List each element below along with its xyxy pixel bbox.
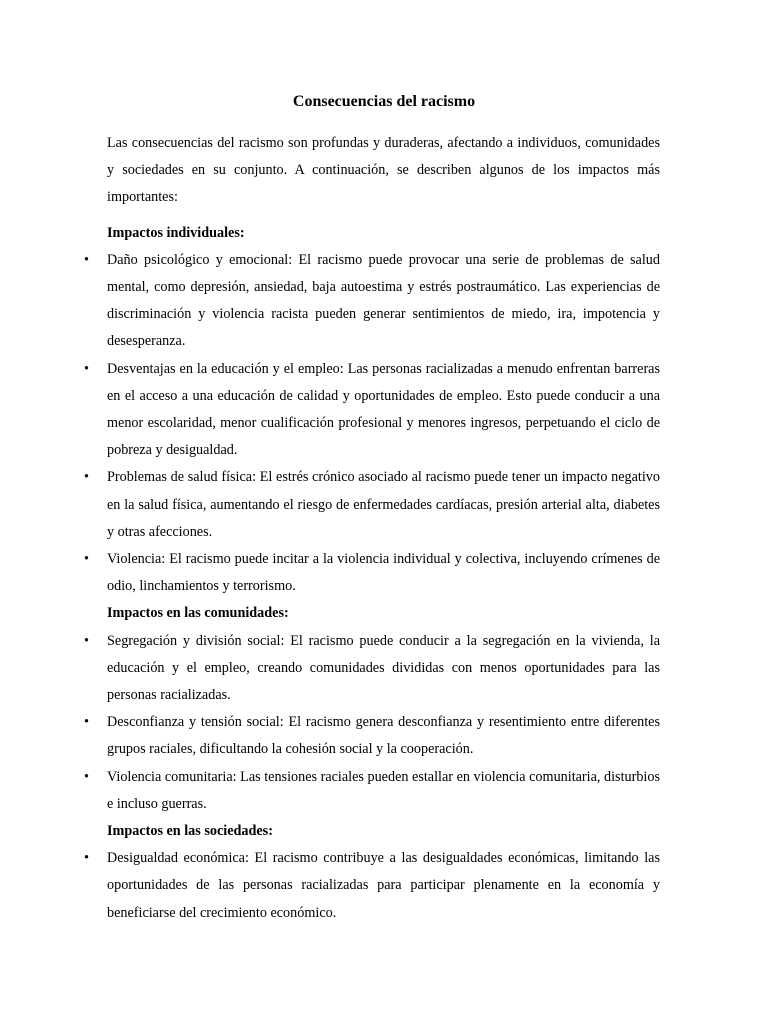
list-item: • Problemas de salud física: El estrés crónico asociado al racismo puede tener un impacto negativo en la salud física, aumentando el riesgo de enfermedades cardíacas, presión arterial alta, diabetes y otras afecciones. [107, 464, 660, 546]
section-heading-communities: Impactos en las comunidades: [107, 605, 289, 622]
list-item: • Segregación y división social: El racismo puede conducir a la segregación en la vivienda, la educación y el empleo, creando comunidades divididas con menos oportunidades para las personas racializadas. [107, 628, 660, 710]
section-heading-societies: Impactos en las sociedades: [107, 823, 273, 840]
section-heading-individual: Impactos individuales: [107, 224, 245, 241]
bullet-list-communities [107, 628, 660, 818]
intro-paragraph: Las consecuencias del racismo son profundas y duraderas, afectando a individuos, comunidades y sociedades en su conjunto. A continuación, se describen algunos de los impactos más importantes: [107, 135, 660, 206]
list-item: • Violencia: El racismo puede incitar a la violencia individual y colectiva, incluyendo crímenes de odio, linchamientos y terrorismo. [107, 546, 660, 600]
list-item: • Desconfianza y tensión social: El racismo genera desconfianza y resentimiento entre diferentes grupos raciales, dificultando la cohesión social y la cooperación. [107, 709, 660, 763]
document-body [107, 130, 660, 927]
bullet-list-societies [107, 845, 660, 927]
list-item: • Desventajas en la educación y el empleo: Las personas racializadas a menudo enfrentan barreras en el acceso a una educación de calidad y oportunidades de empleo. Esto puede conducir a una menor escolaridad, menor cualificación profesional y menores ingresos, perpetuando el ciclo de pobreza y desigualdad. [107, 356, 660, 465]
list-item: • Desigualdad económica: El racismo contribuye a las desigualdades económicas, limitando las oportunidades de las personas racializadas para participar plenamente en la economía y beneficiarse del crecimiento económico. [107, 845, 660, 927]
document-title: Consecuencias del racismo [292, 93, 476, 110]
list-item: • Violencia comunitaria: Las tensiones raciales pueden estallar en violencia comunitaria, disturbios e incluso guerras. [107, 764, 660, 818]
bullet-list-individual [107, 247, 660, 601]
list-item: • Daño psicológico y emocional: El racismo puede provocar una serie de problemas de salud mental, como depresión, ansiedad, baja autoestima y estrés postraumático. Las experiencias de discriminación y violencia racista pueden generar sentimientos de miedo, ira, impotencia y desesperanza. [107, 247, 660, 356]
